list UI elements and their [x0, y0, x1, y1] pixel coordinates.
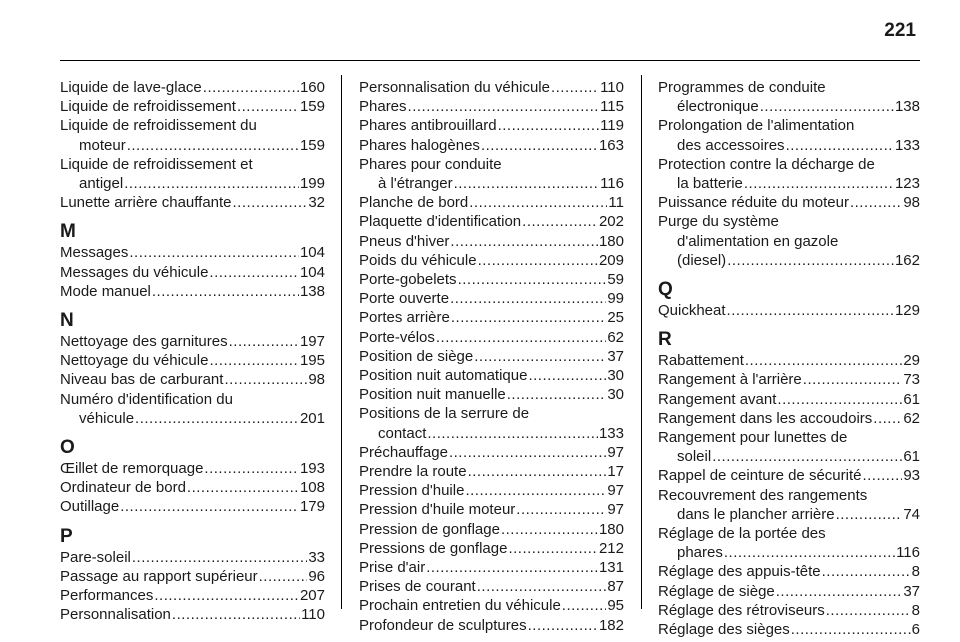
- entry-page-number: 159: [299, 136, 325, 154]
- index-entry: [60, 243, 325, 262]
- dot-leader: [551, 78, 599, 97]
- dot-leader: [528, 616, 598, 635]
- entry-page-number: 25: [607, 309, 624, 327]
- entry-text: Porte-vélos: [359, 328, 435, 346]
- index-entry: [60, 116, 325, 154]
- entry-text: Réglage de siège: [658, 582, 775, 600]
- index-entry: [359, 443, 624, 462]
- entry-text: Phares antibrouillard: [359, 117, 497, 135]
- dot-leader: [224, 370, 307, 389]
- dot-leader: [516, 500, 606, 519]
- entry-page-number: 62: [903, 409, 920, 427]
- entry-page-number: 73: [903, 371, 920, 389]
- dot-leader: [172, 605, 300, 624]
- entry-text: Œillet de remorquage: [60, 460, 204, 478]
- entry-page-number: 195: [299, 352, 325, 370]
- index-entry: [60, 459, 325, 478]
- dot-leader: [724, 543, 895, 562]
- index-entry: [658, 301, 920, 320]
- entry-page-number: 93: [903, 467, 920, 485]
- dot-leader: [562, 596, 607, 615]
- dot-leader: [229, 332, 299, 351]
- entry-text: Pression d'huile: [359, 482, 465, 500]
- entry-text: Prises de courant: [359, 578, 476, 596]
- index-entry: [658, 620, 920, 639]
- index-entry: [60, 605, 325, 624]
- dot-leader: [237, 97, 299, 116]
- entry-text: véhicule: [79, 409, 135, 427]
- index-entry: [359, 558, 624, 577]
- entry-text: Messages du véhicule: [60, 263, 209, 281]
- entry-text: Positions de la serrure de: [359, 405, 530, 423]
- entry-text: Ordinateur de bord: [60, 479, 186, 497]
- entry-page-number: 180: [598, 520, 624, 538]
- entry-page-number: 182: [598, 616, 624, 634]
- entry-page-number: 96: [308, 567, 325, 585]
- index-entry: [60, 586, 325, 605]
- entry-text: phares: [677, 544, 723, 562]
- entry-text: Puissance réduite du moteur: [658, 194, 849, 212]
- entry-page-number: 11: [608, 194, 624, 212]
- entry-page-number: 138: [894, 98, 920, 116]
- index-entry: [658, 582, 920, 601]
- entry-text: Personnalisation: [60, 606, 171, 624]
- entry-text: Porte-gobelets: [359, 271, 457, 289]
- entry-text: moteur: [79, 136, 126, 154]
- index-entry: [359, 539, 624, 558]
- index-entry: [359, 347, 624, 366]
- dot-leader: [727, 251, 894, 270]
- entry-text: Nettoyage des garnitures: [60, 333, 228, 351]
- index-entry: [60, 370, 325, 389]
- entry-text: à l'étranger: [378, 175, 453, 193]
- index-entry: [60, 567, 325, 586]
- entry-text: Liquide de lave-glace: [60, 79, 202, 96]
- dot-leader: [712, 447, 902, 466]
- entry-page-number: 104: [299, 244, 325, 262]
- entry-page-number: 159: [299, 98, 325, 116]
- entry-text: Rabattement: [658, 352, 744, 370]
- entry-page-number: 6: [911, 621, 920, 639]
- entry-page-number: 30: [607, 367, 624, 385]
- index-entry: [658, 428, 920, 466]
- dot-leader: [786, 136, 894, 155]
- index-entry: [658, 78, 920, 116]
- entry-page-number: 193: [299, 460, 325, 478]
- dot-leader: [474, 347, 606, 366]
- dot-leader: [426, 558, 598, 577]
- index-entry: [359, 308, 624, 327]
- entry-page-number: 104: [299, 263, 325, 281]
- entry-page-number: 98: [903, 194, 920, 212]
- dot-leader: [209, 263, 299, 282]
- entry-text: Niveau bas de carburant: [60, 371, 224, 389]
- index-entry: [60, 332, 325, 351]
- dot-leader: [760, 97, 894, 116]
- dot-leader: [791, 620, 911, 639]
- entry-text: Prolongation de l'alimentation: [658, 117, 855, 135]
- entry-text: Lunette arrière chauffante: [60, 194, 232, 212]
- entry-page-number: 30: [607, 386, 624, 404]
- entry-text: Prendre la route: [359, 463, 467, 481]
- entry-text: Programmes de conduite: [658, 79, 826, 96]
- dot-leader: [481, 136, 598, 155]
- entry-text: Rangement dans les accoudoirs: [658, 409, 873, 427]
- entry-text: Prochain entretien du véhicule: [359, 597, 561, 615]
- dot-leader: [803, 370, 903, 389]
- dot-leader: [465, 481, 606, 500]
- index-entry: [658, 562, 920, 581]
- entry-text: Passage au rapport supérieur: [60, 567, 258, 585]
- entry-page-number: 116: [896, 544, 920, 562]
- dot-leader: [458, 270, 607, 289]
- index-column-3: [658, 78, 920, 639]
- index-entry: [658, 155, 920, 193]
- index-entry: [359, 270, 624, 289]
- dot-leader: [436, 328, 606, 347]
- entry-page-number: 123: [894, 175, 920, 193]
- index-entry: [658, 212, 920, 270]
- index-entry: [359, 596, 624, 615]
- index-entry: [60, 497, 325, 516]
- dot-leader: [477, 577, 607, 596]
- section-letter: Q: [658, 279, 673, 301]
- section-letter: N: [60, 310, 74, 332]
- index-entry: [359, 193, 624, 212]
- entry-page-number: 162: [894, 251, 920, 269]
- entry-page-number: 180: [598, 232, 624, 250]
- dot-leader: [187, 478, 299, 497]
- index-entry: [60, 78, 325, 97]
- index-entry: [359, 404, 624, 442]
- index-entry: [60, 478, 325, 497]
- dot-leader: [450, 232, 598, 251]
- entry-text: Rangement pour lunettes de: [658, 429, 848, 447]
- section-letter: R: [658, 329, 672, 351]
- entry-text: Outillage: [60, 498, 120, 516]
- entry-text: Rangement avant: [658, 390, 777, 408]
- entry-page-number: 87: [607, 578, 624, 596]
- index-entry: [359, 462, 624, 481]
- entry-page-number: 17: [607, 463, 624, 481]
- entry-page-number: 61: [903, 390, 920, 408]
- index-entry: [658, 351, 920, 370]
- dot-leader: [454, 174, 600, 193]
- entry-page-number: 110: [600, 79, 624, 96]
- entry-page-number: 33: [308, 548, 325, 566]
- index-entry: [60, 263, 325, 282]
- entry-page-number: 8: [911, 601, 920, 619]
- entry-page-number: 97: [607, 501, 624, 519]
- entry-text: des accessoires: [677, 136, 785, 154]
- entry-page-number: 202: [598, 213, 624, 231]
- entry-text: Profondeur de sculptures: [359, 616, 527, 634]
- index-entry: [359, 616, 624, 635]
- entry-text: contact: [378, 424, 427, 442]
- dot-leader: [508, 539, 598, 558]
- entry-text: Rappel de ceinture de sécurité: [658, 467, 862, 485]
- dot-leader: [152, 282, 299, 301]
- entry-page-number: 74: [903, 505, 920, 523]
- entry-text: dans le plancher arrière: [677, 505, 835, 523]
- entry-text: Protection contre la décharge de: [658, 155, 875, 173]
- index-entry: [359, 116, 624, 135]
- header-rule: [60, 60, 920, 61]
- dot-leader: [408, 97, 600, 116]
- dot-leader: [129, 243, 299, 262]
- entry-page-number: 37: [903, 582, 920, 600]
- entry-page-number: 131: [598, 559, 624, 577]
- entry-text: Pression de gonflage: [359, 520, 500, 538]
- entry-page-number: 59: [607, 271, 624, 289]
- dot-leader: [507, 385, 607, 404]
- column-divider-1: [341, 75, 342, 609]
- dot-leader: [204, 459, 299, 478]
- dot-leader: [826, 601, 911, 620]
- entry-page-number: 197: [299, 333, 325, 351]
- entry-page-number: 29: [903, 352, 920, 370]
- entry-text: Réglage des sièges: [658, 621, 790, 639]
- entry-page-number: 119: [600, 117, 624, 135]
- entry-text: Plaquette d'identification: [359, 213, 522, 231]
- entry-text: soleil: [677, 448, 712, 466]
- entry-page-number: 133: [598, 424, 624, 442]
- dot-leader: [120, 497, 299, 516]
- entry-text: Messages: [60, 244, 129, 262]
- index-entry: [359, 385, 624, 404]
- index-entry: [658, 601, 920, 620]
- entry-text: Phares halogènes: [359, 136, 480, 154]
- index-entry: [359, 97, 624, 116]
- index-entry: [658, 524, 920, 562]
- entry-text: Position nuit automatique: [359, 367, 528, 385]
- index-entry: [60, 351, 325, 370]
- entry-page-number: 209: [598, 251, 624, 269]
- index-entry: [359, 481, 624, 500]
- dot-leader: [501, 520, 598, 539]
- entry-page-number: 212: [598, 539, 624, 557]
- entry-text: (diesel): [677, 251, 727, 269]
- index-entry: [658, 116, 920, 154]
- dot-leader: [124, 174, 299, 193]
- entry-page-number: 138: [299, 282, 325, 300]
- entry-page-number: 207: [299, 587, 325, 605]
- dot-leader: [862, 466, 902, 485]
- entry-text: Recouvrement des rangements: [658, 486, 868, 504]
- dot-leader: [468, 462, 607, 481]
- entry-text: Réglage des appuis-tête: [658, 563, 821, 581]
- index-entry: [359, 78, 624, 97]
- dot-leader: [127, 136, 299, 155]
- index-entry: [658, 466, 920, 485]
- index-entry: [658, 193, 920, 212]
- index-entry: [359, 520, 624, 539]
- dot-leader: [449, 443, 606, 462]
- entry-page-number: 97: [607, 482, 624, 500]
- index-column-1: [60, 78, 325, 624]
- dot-leader: [450, 289, 606, 308]
- entry-text: Quickheat: [658, 302, 726, 320]
- entry-text: Poids du véhicule: [359, 251, 477, 269]
- entry-text: Personnalisation du véhicule: [359, 79, 550, 96]
- entry-page-number: 32: [308, 194, 325, 212]
- index-entry: [60, 282, 325, 301]
- entry-text: Liquide de refroidissement et: [60, 155, 253, 173]
- dot-leader: [498, 116, 600, 135]
- entry-text: Position nuit manuelle: [359, 386, 506, 404]
- dot-leader: [259, 567, 308, 586]
- dot-leader: [873, 409, 902, 428]
- dot-leader: [776, 582, 903, 601]
- entry-page-number: 98: [308, 371, 325, 389]
- dot-leader: [451, 308, 606, 327]
- dot-leader: [744, 174, 894, 193]
- dot-leader: [233, 193, 308, 212]
- entry-page-number: 179: [299, 498, 325, 516]
- entry-text: Nettoyage du véhicule: [60, 352, 209, 370]
- index-column-2: [359, 78, 624, 634]
- entry-page-number: 37: [607, 347, 624, 365]
- entry-text: la batterie: [677, 175, 743, 193]
- dot-leader: [135, 409, 299, 428]
- dot-leader: [209, 351, 299, 370]
- entry-text: Liquide de refroidissement du: [60, 117, 257, 135]
- index-entry: [60, 193, 325, 212]
- entry-text: d'alimentation en gazole: [677, 232, 839, 250]
- index-entry: [359, 328, 624, 347]
- entry-page-number: 95: [607, 597, 624, 615]
- dot-leader: [528, 366, 606, 385]
- entry-text: Portes arrière: [359, 309, 450, 327]
- dot-leader: [777, 390, 902, 409]
- entry-text: Numéro d'identification du: [60, 390, 233, 408]
- entry-page-number: 160: [299, 79, 325, 96]
- entry-text: Phares: [359, 98, 407, 116]
- entry-text: électronique: [677, 98, 759, 116]
- index-entry: [658, 409, 920, 428]
- entry-text: Liquide de refroidissement: [60, 98, 236, 116]
- index-entry: [359, 366, 624, 385]
- entry-text: Réglage des rétroviseurs: [658, 601, 825, 619]
- entry-text: Porte ouverte: [359, 290, 450, 308]
- entry-page-number: 108: [299, 479, 325, 497]
- entry-text: Préchauffage: [359, 443, 448, 461]
- entry-page-number: 129: [894, 302, 920, 320]
- entry-page-number: 116: [600, 175, 624, 193]
- index-entry: [60, 155, 325, 193]
- dot-leader: [203, 78, 299, 97]
- dot-leader: [469, 193, 607, 212]
- entry-text: Purge du système: [658, 213, 779, 231]
- index-entry: [658, 486, 920, 524]
- dot-leader: [745, 351, 902, 370]
- entry-text: Mode manuel: [60, 282, 151, 300]
- entry-text: antigel: [79, 175, 124, 193]
- dot-leader: [427, 424, 598, 443]
- dot-leader: [836, 505, 903, 524]
- index-entry: [60, 548, 325, 567]
- dot-leader: [154, 586, 299, 605]
- entry-page-number: 99: [607, 290, 624, 308]
- index-entry: [658, 370, 920, 389]
- section-letter: O: [60, 437, 75, 459]
- index-entry: [60, 97, 325, 116]
- column-divider-2: [641, 75, 642, 609]
- entry-text: Réglage de la portée des: [658, 525, 826, 543]
- index-entry: [658, 390, 920, 409]
- entry-page-number: 8: [911, 563, 920, 581]
- dot-leader: [522, 212, 598, 231]
- dot-leader: [727, 301, 894, 320]
- entry-text: Prise d'air: [359, 559, 426, 577]
- dot-leader: [850, 193, 902, 212]
- entry-page-number: 97: [607, 443, 624, 461]
- dot-leader: [478, 251, 598, 270]
- page-number: 221: [884, 20, 916, 41]
- entry-page-number: 61: [903, 448, 920, 466]
- dot-leader: [132, 548, 307, 567]
- dot-leader: [822, 562, 911, 581]
- entry-text: Rangement à l'arrière: [658, 371, 802, 389]
- entry-page-number: 62: [607, 328, 624, 346]
- entry-page-number: 163: [598, 136, 624, 154]
- entry-text: Planche de bord: [359, 194, 469, 212]
- entry-text: Pneus d'hiver: [359, 232, 450, 250]
- index-entry: [359, 289, 624, 308]
- index-entry: [359, 212, 624, 231]
- entry-text: Pressions de gonflage: [359, 539, 508, 557]
- index-entry: [359, 500, 624, 519]
- entry-page-number: 201: [299, 409, 325, 427]
- index-entry: [359, 232, 624, 251]
- entry-page-number: 115: [600, 98, 624, 116]
- entry-text: Position de siège: [359, 347, 474, 365]
- index-entry: [359, 136, 624, 155]
- index-entry: [359, 251, 624, 270]
- entry-text: Pression d'huile moteur: [359, 501, 516, 519]
- index-entry: [60, 390, 325, 428]
- entry-text: Phares pour conduite: [359, 155, 502, 173]
- entry-text: Pare-soleil: [60, 548, 131, 566]
- entry-page-number: 110: [301, 606, 325, 624]
- entry-text: Performances: [60, 587, 154, 605]
- index-entry: [359, 577, 624, 596]
- entry-page-number: 133: [894, 136, 920, 154]
- section-letter: P: [60, 525, 73, 547]
- entry-page-number: 199: [299, 175, 325, 193]
- index-entry: [359, 155, 624, 193]
- section-letter: M: [60, 221, 76, 243]
